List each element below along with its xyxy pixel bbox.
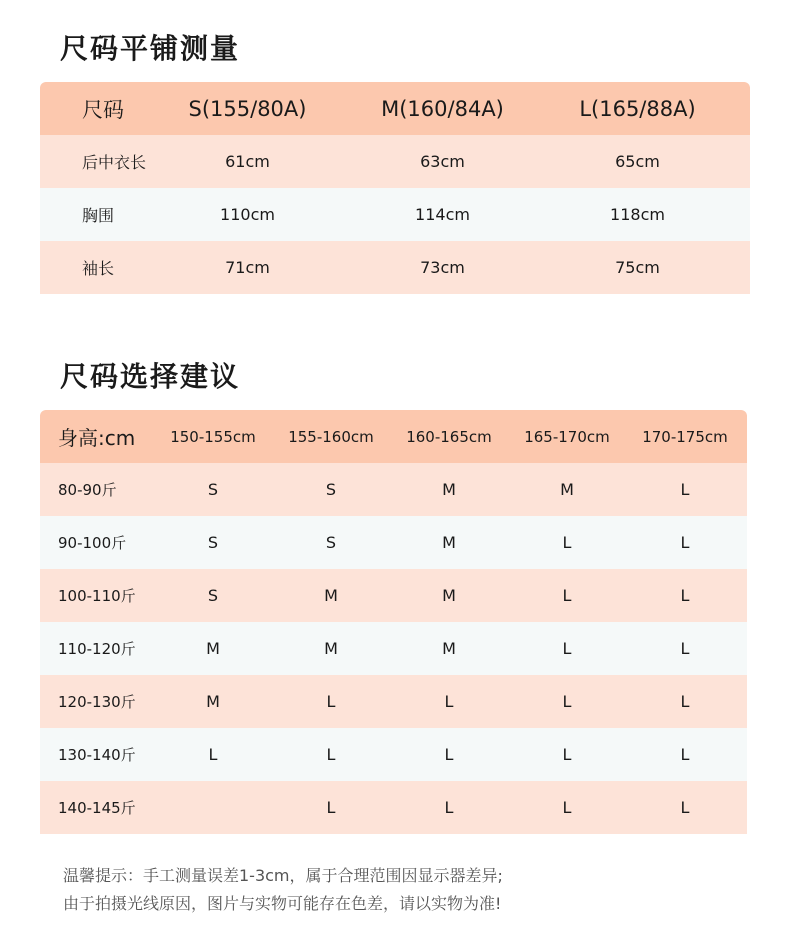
- measure-row-label: 袖长: [82, 259, 115, 278]
- advice-cell: L: [444, 692, 454, 711]
- advice-cell: L: [680, 745, 690, 764]
- advice-cell: L: [562, 745, 572, 764]
- advice-header-cell: 155-160cm: [288, 427, 374, 446]
- advice-cell: L: [562, 639, 572, 658]
- advice-cell: M: [324, 586, 338, 605]
- measure-cell: 110cm: [220, 205, 275, 224]
- advice-row-label: 80-90斤: [58, 481, 117, 499]
- advice-title: 尺码选择建议: [60, 360, 241, 393]
- advice-row-label: 130-140斤: [58, 746, 136, 764]
- measure-row: [40, 135, 750, 188]
- advice-row: [40, 622, 747, 675]
- measure-row-label: 后中衣长: [82, 153, 147, 172]
- tip-note-line1: 温馨提示：手工测量误差1-3cm，属于合理范围因显示器差异;: [63, 866, 503, 885]
- advice-cell: M: [206, 639, 220, 658]
- advice-row: [40, 675, 747, 728]
- advice-cell: L: [680, 798, 690, 817]
- measure-table: [40, 82, 750, 294]
- advice-header-cell: 165-170cm: [524, 427, 610, 446]
- advice-cell: S: [325, 480, 337, 499]
- advice-cell: L: [562, 798, 572, 817]
- measure-row: [40, 241, 750, 294]
- measure-cell: 118cm: [610, 205, 665, 224]
- advice-cell: L: [562, 586, 572, 605]
- advice-header-cell: 身高:cm: [58, 426, 136, 450]
- advice-row: [40, 463, 747, 516]
- advice-row: [40, 516, 747, 569]
- advice-cell: M: [206, 692, 220, 711]
- advice-row: [40, 569, 747, 622]
- advice-cell: L: [326, 798, 336, 817]
- measure-cell: 114cm: [415, 205, 470, 224]
- advice-cell: S: [207, 480, 219, 499]
- advice-table: [40, 410, 747, 834]
- advice-cell: L: [680, 533, 690, 552]
- advice-cell: M: [324, 639, 338, 658]
- advice-cell: S: [325, 533, 337, 552]
- measure-header-cell: M(160/84A): [381, 96, 504, 121]
- advice-cell: L: [680, 480, 690, 499]
- advice-cell: M: [560, 480, 574, 499]
- advice-header-cell: 160-165cm: [406, 427, 492, 446]
- measure-header-cell: S(155/80A): [188, 96, 307, 121]
- advice-cell: L: [444, 745, 454, 764]
- advice-row-label: 90-100斤: [58, 534, 127, 552]
- advice-cell: L: [326, 692, 336, 711]
- measure-title: 尺码平铺测量: [60, 32, 241, 65]
- advice-row-label: 110-120斤: [58, 640, 136, 658]
- advice-cell: M: [442, 533, 456, 552]
- advice-header-cell: 150-155cm: [170, 427, 256, 446]
- advice-cell: M: [442, 639, 456, 658]
- advice-cell: L: [444, 798, 454, 817]
- measure-cell: 73cm: [420, 258, 465, 277]
- advice-cell: L: [326, 745, 336, 764]
- measure-cell: 75cm: [615, 258, 660, 277]
- advice-row-label: 140-145斤: [58, 799, 136, 817]
- advice-row: [40, 728, 747, 781]
- measure-header-row: [40, 82, 750, 135]
- tip-note-line2: 由于拍摄光线原因，图片与实物可能存在色差，请以实物为准!: [63, 894, 502, 913]
- measure-cell: 63cm: [420, 152, 465, 171]
- advice-row-label: 100-110斤: [58, 587, 136, 605]
- advice-cell: L: [208, 745, 218, 764]
- measure-row-label: 胸围: [82, 206, 115, 225]
- advice-cell: S: [207, 533, 219, 552]
- measure-header-cell: L(165/88A): [579, 96, 696, 121]
- advice-cell: L: [562, 533, 572, 552]
- advice-cell: M: [442, 586, 456, 605]
- advice-cell: L: [680, 692, 690, 711]
- advice-cell: L: [562, 692, 572, 711]
- measure-header-cell: 尺码: [82, 97, 124, 122]
- advice-cell: M: [442, 480, 456, 499]
- measure-row: [40, 188, 750, 241]
- measure-cell: 71cm: [225, 258, 270, 277]
- advice-row: [40, 781, 747, 834]
- advice-header-cell: 170-175cm: [642, 427, 728, 446]
- advice-cell: L: [680, 639, 690, 658]
- advice-cell: S: [207, 586, 219, 605]
- advice-header-row: [40, 410, 747, 463]
- advice-cell: L: [680, 586, 690, 605]
- measure-cell: 65cm: [615, 152, 660, 171]
- advice-row-label: 120-130斤: [58, 693, 136, 711]
- measure-cell: 61cm: [225, 152, 270, 171]
